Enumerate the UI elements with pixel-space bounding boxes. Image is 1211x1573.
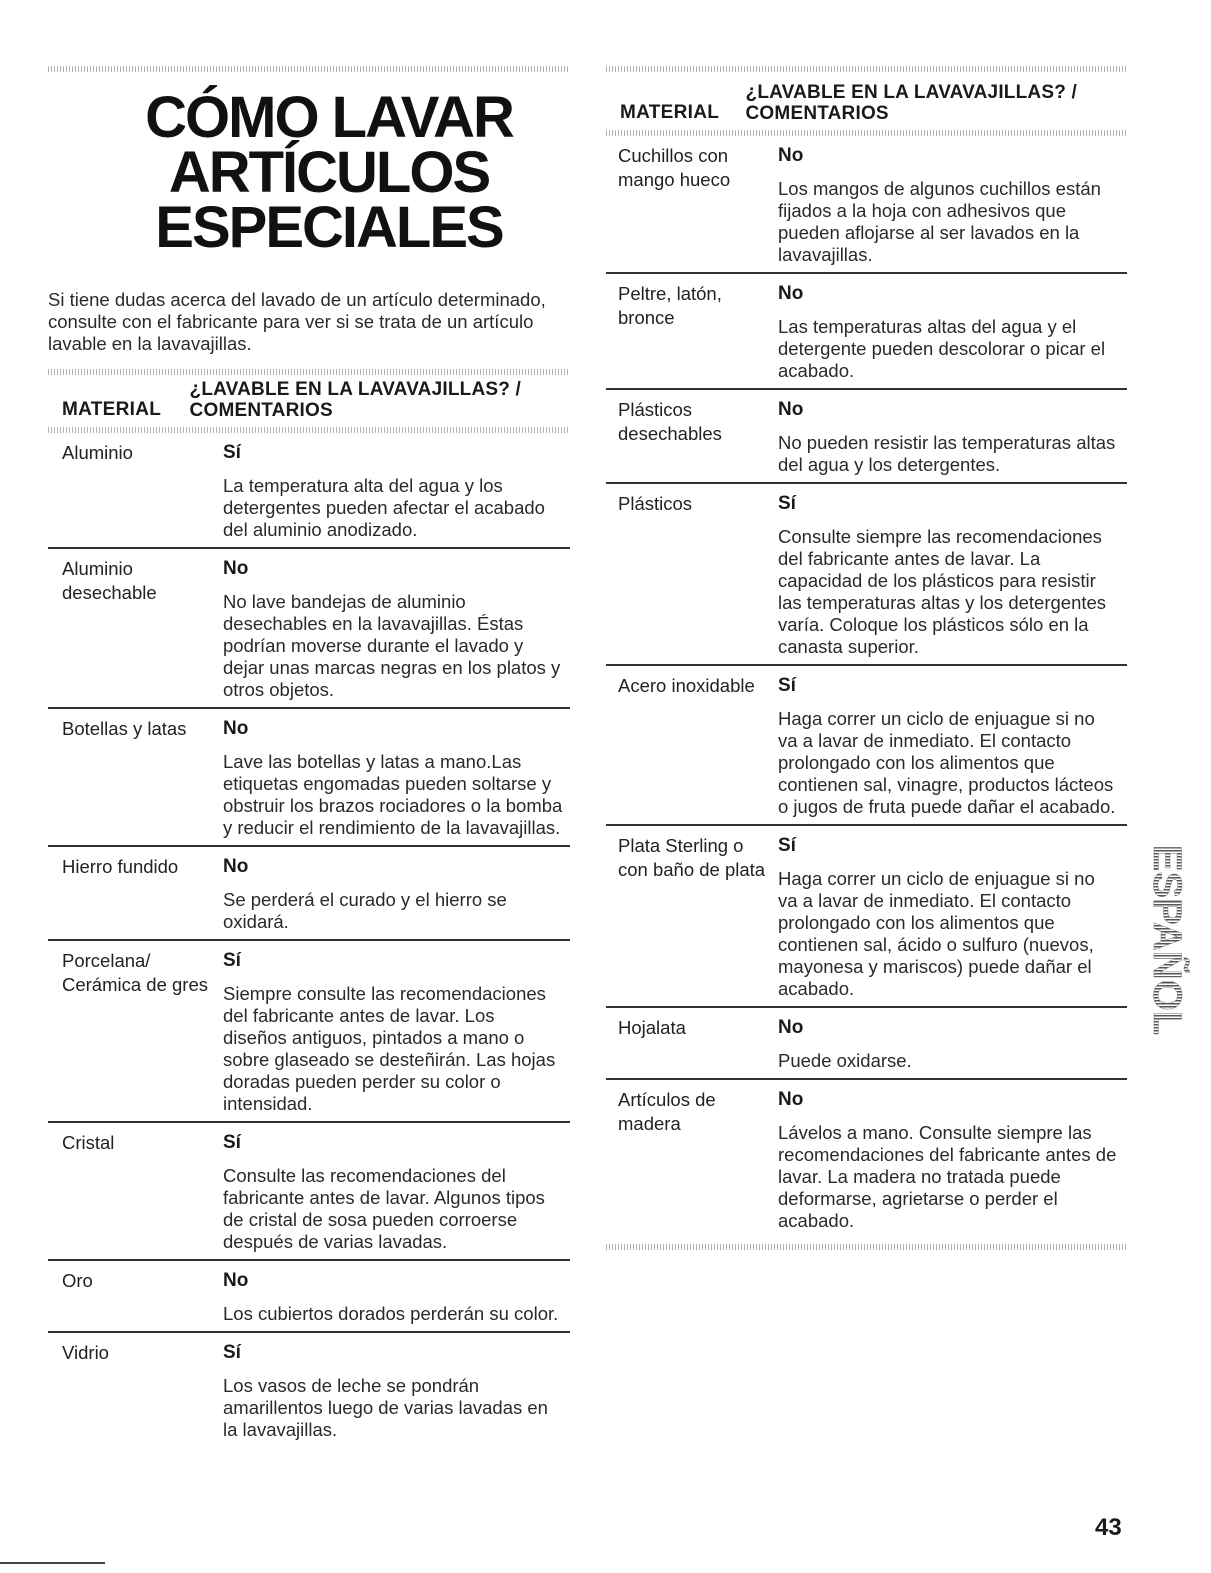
material-cell: Plásticos desechables xyxy=(618,399,722,444)
table-row xyxy=(48,549,570,709)
material-cell: Oro xyxy=(62,1270,93,1291)
header-rule xyxy=(606,130,1127,136)
material-cell: Hojalata xyxy=(618,1017,686,1038)
comment-cell: Haga correr un ciclo de enjuague si no va a lavar de inmediato. El contacto prolongado con los alimentos que contienen sal, ácido o sulfuro (nuevos, mayonesa y mariscos) puede dañar el acabado. xyxy=(778,868,1095,999)
table-row xyxy=(606,274,1127,390)
comment-cell: Siempre consulte las recomendaciones del fabricante antes de lavar. Los diseños antiguos, pintados a mano o sobre glaseado se desteñirán. Las hojas doradas pueden perder su color o intensidad. xyxy=(223,983,556,1114)
comment-cell: No lave bandejas de aluminio desechables en la lavavajillas. Éstas podrían moverse durante el lavado y dejar unas marcas negras en los platos y otros objetos. xyxy=(223,591,561,700)
table-row xyxy=(606,666,1127,826)
table-row xyxy=(48,1261,570,1333)
material-cell: Cuchillos con mango hueco xyxy=(618,145,731,190)
table-row xyxy=(48,1333,570,1447)
comment-cell: Consulte las recomendaciones del fabricante antes de lavar. Algunos tipos de cristal de sosa pueden corroerse después de varias lavadas. xyxy=(223,1165,545,1252)
table-row xyxy=(48,1123,570,1261)
material-cell: Aluminio desechable xyxy=(62,558,157,603)
header-material: MATERIAL xyxy=(62,399,162,420)
answer-cell: No xyxy=(223,718,249,739)
comment-cell: La temperatura alta del agua y los detergentes pueden afectar el acabado del aluminio anodizado. xyxy=(223,475,545,540)
answer-cell: Sí xyxy=(778,675,796,696)
table-row xyxy=(48,941,570,1123)
comment-cell: Los vasos de leche se pondrán amarillentos luego de varias lavadas en la lavavajillas. xyxy=(223,1375,548,1440)
table-row xyxy=(606,484,1127,666)
material-cell: Vidrio xyxy=(62,1342,109,1363)
top-rule xyxy=(48,66,570,72)
table-row xyxy=(48,709,570,847)
left-column xyxy=(48,66,570,1447)
answer-cell: No xyxy=(778,145,804,166)
comment-cell: Las temperaturas altas del agua y el detergente pueden descolorar o picar el acabado. xyxy=(778,316,1106,381)
answer-cell: Sí xyxy=(223,1132,241,1153)
table-row xyxy=(48,847,570,941)
table-row xyxy=(606,136,1127,274)
table-row xyxy=(606,390,1127,484)
comment-cell: Haga correr un ciclo de enjuague si no va a lavar de inmediato. El contacto prolongado con los alimentos que contienen sal, vinagre, productos lácteos o jugos de fruta puede dañar el acabado. xyxy=(778,708,1116,817)
section-rule xyxy=(48,369,570,375)
comment-cell: Lave las botellas y latas a mano.Las etiquetas engomadas pueden soltarse y obstruir los brazos rociadores o la bomba y reducir el rendimiento de la lavavajillas. xyxy=(223,751,563,838)
header-lavable: ¿LAVABLE EN LA LAVAVAJILLAS? / COMENTARIOS xyxy=(745,82,1077,124)
material-cell: Plata Sterling o con baño de plata xyxy=(618,835,766,880)
comment-cell: Se perderá el curado y el hierro se oxidará. xyxy=(223,889,507,932)
material-cell: Porcelana/ Cerámica de gres xyxy=(62,950,209,995)
answer-cell: Sí xyxy=(778,835,796,856)
answer-cell: Sí xyxy=(223,1342,241,1363)
table-row xyxy=(606,1080,1127,1238)
comment-cell: Consulte siempre las recomendaciones del fabricante antes de lavar. La capacidad de los plásticos para resistir las temperaturas altas y los detergentes varía. Coloque los plásticos sólo en la canasta superior. xyxy=(778,526,1107,657)
table-row xyxy=(606,826,1127,1008)
right-table-body xyxy=(606,136,1127,1238)
comment-cell: Puede oxidarse. xyxy=(778,1050,912,1071)
material-cell: Plásticos xyxy=(618,493,693,514)
material-cell: Botellas y latas xyxy=(62,718,187,739)
table-row xyxy=(606,1008,1127,1080)
intro-paragraph: Si tiene dudas acerca del lavado de un artículo determinado, consulte con el fabricante para ver si se trata de un artículo lavable en la lavavajillas. xyxy=(48,289,546,354)
material-cell: Artículos de madera xyxy=(618,1089,716,1134)
footer-rule xyxy=(0,1562,105,1564)
material-cell: Aluminio xyxy=(62,442,133,463)
comment-cell: Lávelos a mano. Consulte siempre las recomendaciones del fabricante antes de lavar. La madera no tratada puede deformarse, agrietarse o perder el acabado. xyxy=(778,1122,1117,1231)
answer-cell: Sí xyxy=(778,493,796,514)
header-rule xyxy=(48,427,570,433)
table-header xyxy=(48,375,570,427)
side-tab-label: ESPAÑOL xyxy=(1145,844,1189,1036)
comment-cell: Los cubiertos dorados perderán su color. xyxy=(223,1303,559,1324)
table-header xyxy=(606,72,1127,130)
page-number: 43 xyxy=(1095,1514,1122,1541)
header-material: MATERIAL xyxy=(620,102,720,123)
comment-cell: No pueden resistir las temperaturas altas del agua y los detergentes. xyxy=(778,432,1116,475)
page-title: CÓMO LAVAR ARTÍCULOS ESPECIALES xyxy=(145,85,513,260)
right-column xyxy=(606,66,1127,1250)
answer-cell: No xyxy=(223,1270,249,1291)
material-cell: Acero inoxidable xyxy=(618,675,755,696)
answer-cell: No xyxy=(223,856,249,877)
answer-cell: No xyxy=(778,399,804,420)
top-rule xyxy=(606,66,1127,72)
answer-cell: Sí xyxy=(223,442,241,463)
material-cell: Cristal xyxy=(62,1132,115,1153)
answer-cell: No xyxy=(778,1017,804,1038)
material-cell: Hierro fundido xyxy=(62,856,179,877)
answer-cell: No xyxy=(778,283,804,304)
table-row xyxy=(48,433,570,549)
left-table-body xyxy=(48,433,570,1447)
answer-cell: No xyxy=(223,558,249,579)
language-side-tab xyxy=(1145,820,1189,1060)
answer-cell: No xyxy=(778,1089,804,1110)
material-cell: Peltre, latón, bronce xyxy=(618,283,722,328)
comment-cell: Los mangos de algunos cuchillos están fijados a la hoja con adhesivos que pueden aflojarse al ser lavados en la lavavajillas. xyxy=(778,178,1101,265)
header-lavable: ¿LAVABLE EN LA LAVAVAJILLAS? / COMENTARIOS xyxy=(189,379,521,421)
bottom-rule xyxy=(606,1244,1127,1250)
answer-cell: Sí xyxy=(223,950,241,971)
